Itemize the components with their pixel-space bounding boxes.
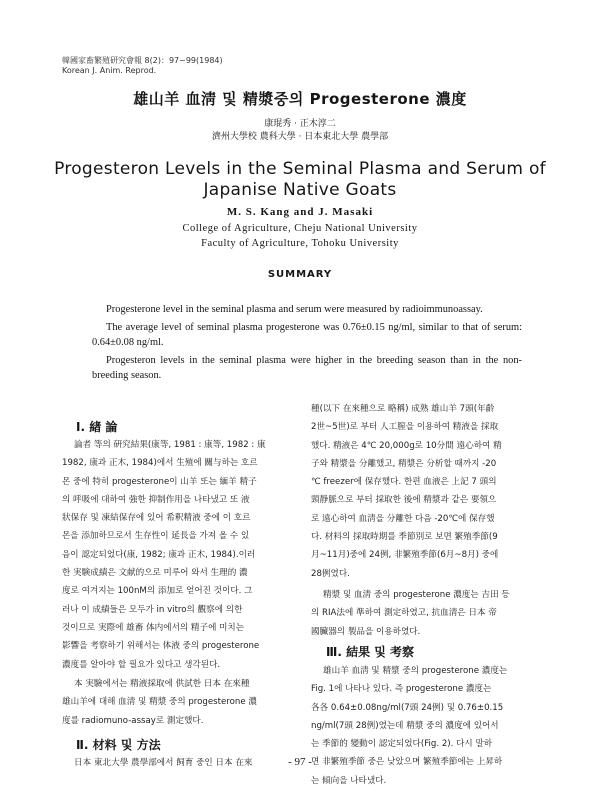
english-affiliation-2: Faculty of Agriculture, Tohoku University bbox=[201, 238, 399, 249]
text-line: 했다. 精液은 4℃ 20,000g로 10分間 遠心하여 精 bbox=[311, 440, 502, 451]
results-paragraph bbox=[311, 662, 551, 790]
text-line: Fig. 1에 나타나 있다. 즉 progesterone 濃度는 bbox=[311, 684, 492, 695]
text-line: 雄山羊 血淸 및 精漿 중의 progesterone 濃度는 bbox=[323, 666, 508, 676]
text-line: 의 RIA法에 準하여 測定하였고, 抗血淸은 日本 帝 bbox=[311, 608, 497, 619]
text-line: 28例였다. bbox=[311, 568, 350, 579]
text-line: 種(以下 在來種으로 略稱) 成熟 雄山羊 7頭(年齡 bbox=[311, 404, 495, 414]
english-title-line1: Progesteron Levels in the Seminal Plasma and Serum of bbox=[54, 159, 546, 179]
text-line: 러나 이 成績들은 모두가 in vitro의 觀察에 의한 bbox=[62, 604, 243, 615]
text-line: 면 非繁殖季節 중은 낮았으며 繁殖季節에는 上昇하 bbox=[311, 757, 503, 768]
text-line: ℃ freezer에 保存했다. 한편 血液은 上記 7 頭의 bbox=[311, 477, 497, 488]
text-line: 精漿 및 血淸 중의 progesterone 濃度는 吉田 등 bbox=[323, 590, 510, 600]
summary-paragraph: Progesterone level in the seminal plasma and serum were measured by radioimmunoassay. bbox=[106, 304, 483, 315]
text-line: 몬을 添加하므로서 生存性이 延長을 가져 올 수 있 bbox=[62, 531, 250, 542]
text-line: 의 呼吸에 대하여 強한 抑制作用을 나타냈고 또 液 bbox=[62, 494, 250, 505]
text-line: 論者 等의 硏究結果(康等, 1981 : 康等, 1982 : 康 bbox=[74, 440, 266, 450]
journal-citation: 韓國家畜繁殖研究會報 8(2)：97~99(1984) bbox=[62, 56, 223, 65]
intro-paragraph bbox=[62, 436, 300, 674]
intro-paragraph-2 bbox=[62, 675, 300, 730]
korean-affiliation: 濟州大學校 農科大學 · 日本東北大學 農學部 bbox=[211, 132, 389, 142]
section-heading-methods: Ⅱ. 材料 및 方法 bbox=[76, 738, 161, 752]
korean-title: 雄山羊 血淸 및 精漿중의 Progesterone 濃度 bbox=[133, 90, 467, 108]
text-line: 몬 중에 特히 progesterone이 山羊 또는 緬羊 精子 bbox=[62, 476, 257, 487]
page-number: - 97 - bbox=[288, 756, 312, 768]
text-line: 各各 0.64±0.08ng/ml(7頭 24例) 및 0.76±0.15 bbox=[311, 702, 504, 713]
text-line: 影響을 考察하기 위해서는 体液 중의 progesterone bbox=[62, 641, 260, 652]
text-line: 本 実驗에서는 精液採取에 供試한 日本 在來種 bbox=[74, 679, 250, 689]
text-line: 로 遠心하여 血淸을 分離한 다음 -20℃에 保存했 bbox=[311, 513, 495, 524]
korean-authors: 康琨秀 · 正木淳二 bbox=[264, 119, 336, 129]
text-line: ng/ml(7頭 28例)였는데 精漿 중의 濃度에 있어서 bbox=[311, 720, 499, 731]
english-authors: M. S. Kang and J. Masaki bbox=[226, 206, 374, 218]
text-line: 頸静脈으로 부터 採取한 後에 精漿과 같은 要領으 bbox=[311, 495, 497, 506]
text-line: 狀保存 및 凍結保存에 있어 希釈精液 중에 이 호르 bbox=[62, 513, 251, 524]
text-line: 1982, 康과 正木, 1984)에서 生殖에 關与하는 호르 bbox=[62, 458, 258, 469]
text-line: 濃度를 알아야 할 필요가 있다고 생각된다. bbox=[62, 659, 221, 670]
summary-body bbox=[92, 302, 522, 386]
text-line: 것이므로 実際에 雄畜 体内에서의 精子에 미치는 bbox=[62, 622, 245, 633]
text-line: 한 実験成績은 文献的으로 미루어 와서 生理的 濃 bbox=[62, 568, 248, 579]
text-line: 雄山羊에 대해 血淸 및 精漿 중의 progesterone 濃 bbox=[62, 697, 257, 708]
text-line: 度를 radiomuno-assay로 測定했다. bbox=[62, 715, 204, 726]
text-line: 月~11月)중에 24例, 非繁殖季節(6月~8月) 중에 bbox=[311, 550, 499, 561]
section-heading-results: Ⅲ. 結果 및 考察 bbox=[326, 645, 415, 659]
text-line: 子와 精漿을 分離했고, 精漿은 分析할 때까지 -20 bbox=[311, 458, 497, 469]
summary-paragraph: Progesteron levels in the seminal plasma were higher in the breeding season than in the non-breeding season. bbox=[92, 354, 522, 381]
english-title-line2: Japanise Native Goats bbox=[203, 180, 397, 200]
text-line: 日本 東北大學 農學部에서 飼育 중인 日本 在來 bbox=[74, 758, 253, 768]
summary-paragraph: The average level of seminal plasma progesterone was 0.76±0.15 ng/ml, similar to that of serum: 0.64±0.08 ng/ml. bbox=[92, 321, 522, 348]
methods-paragraph-2 bbox=[311, 586, 551, 641]
methods-paragraph-cont bbox=[311, 400, 551, 583]
text-line: 度로 여겨지는 100nM의 添加로 얻어진 것이다. 그 bbox=[62, 586, 253, 597]
section-heading-intro: Ⅰ. 緖 論 bbox=[76, 420, 118, 434]
summary-heading: SUMMARY bbox=[267, 269, 333, 280]
text-line: 음이 認定되었다(康, 1982; 康과 正木, 1984).이러 bbox=[62, 549, 256, 560]
text-line: 2世~5世)로 부터 人工膣을 이용하여 精液을 採取 bbox=[311, 422, 499, 433]
text-line: 는 傾向을 나타냈다. bbox=[311, 775, 387, 786]
journal-name: Korean J. Anim. Reprod. bbox=[62, 66, 157, 75]
text-line: 는 季節的 變動이 認定되었다(Fig. 2). 다시 말하 bbox=[311, 739, 493, 750]
english-affiliation-1: College of Agriculture, Cheju National University bbox=[182, 223, 418, 234]
text-line: 國臟器의 製品을 이용하였다. bbox=[311, 626, 421, 637]
text-line: 다. 材料의 採取時期를 季節別로 보면 繁殖季節(9 bbox=[311, 532, 498, 543]
